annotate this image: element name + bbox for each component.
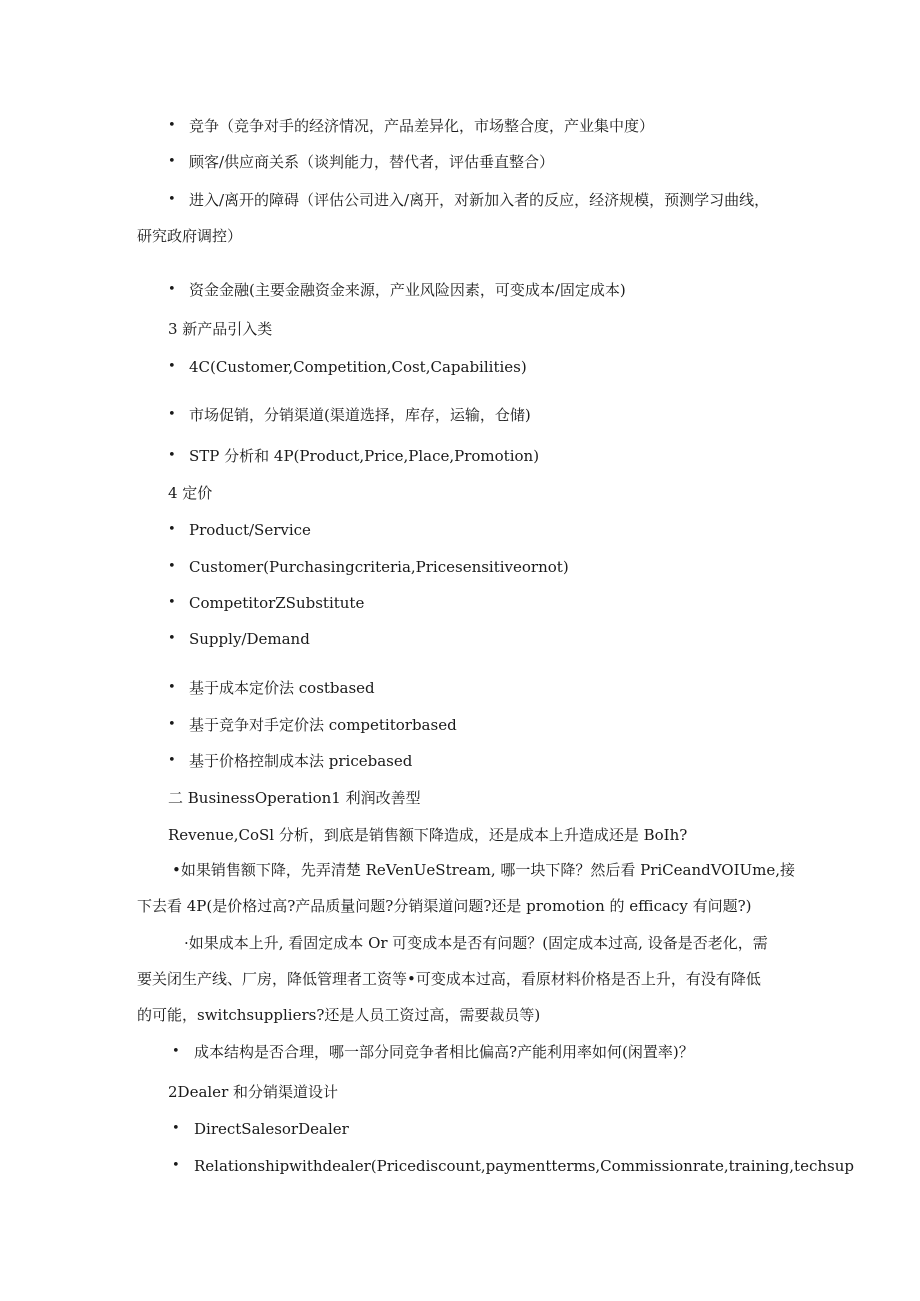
list-item-continuation: 研究政府调控） <box>137 227 243 245</box>
list-item: Relationshipwithdealer(Pricediscount,paymentterms,Commissionrate,training,techsup <box>194 1157 854 1175</box>
list-item: 顾客/供应商关系（谈判能力，替代者，评估垂直整合） <box>189 153 555 171</box>
bullet-icon: • <box>168 192 176 207</box>
section-heading: 3 新产品引入类 <box>168 320 273 338</box>
list-item: 市场促销，分销渠道(渠道选择，库存，运输，仓储) <box>189 406 531 424</box>
list-item: Product/Service <box>189 521 311 539</box>
list-item: Supply/Demand <box>189 630 310 648</box>
bullet-icon: • <box>168 680 176 695</box>
paragraph: •如果销售额下降，先弄清楚 ReVenUeStream, 哪一块下降？然后看 PriCeandVOIUme,接 <box>172 861 796 879</box>
bullet-icon: • <box>168 559 176 574</box>
list-item: 成本结构是否合理，哪一部分同竞争者相比偏高?产能利用率如何(闲置率)？ <box>194 1043 694 1061</box>
paragraph: ·如果成本上升, 看固定成本 Or 可变成本是否有问题？(固定成本过高, 设备是否老化，需 <box>184 934 768 952</box>
bullet-icon: • <box>168 717 176 732</box>
paragraph-continuation: 的可能，switchsuppliers?还是人员工资过高，需要裁员等) <box>137 1006 541 1024</box>
bullet-icon: • <box>172 1121 180 1136</box>
list-item: 资金金融(主要金融资金来源，产业风险因素，可变成本/固定成本) <box>189 281 626 299</box>
bullet-icon: • <box>168 359 176 374</box>
list-item: 基于价格控制成本法 pricebased <box>189 752 413 770</box>
bullet-icon: • <box>168 448 176 463</box>
list-item: STP 分析和 4P(Product,Price,Place,Promotion) <box>189 447 540 465</box>
bullet-icon: • <box>168 595 176 610</box>
paragraph-continuation: 下去看 4P(是价格过高?产品质量问题?分销渠道问题?还是 promotion 的 efficacy 有问题?) <box>137 897 752 915</box>
section-heading: 二 BusinessOperation1 利润改善型 <box>168 789 421 807</box>
section-heading: 4 定价 <box>168 484 213 502</box>
bullet-icon: • <box>168 631 176 646</box>
bullet-icon: • <box>168 118 176 133</box>
list-item: 基于竞争对手定价法 competitorbased <box>189 716 457 734</box>
list-item: 竞争（竞争对手的经济情况，产品差异化，市场整合度，产业集中度） <box>189 117 655 135</box>
list-item: 进入/离开的障碍（评估公司进入/离开，对新加入者的反应，经济规模，预测学习曲线， <box>189 191 770 209</box>
bullet-icon: • <box>172 1044 180 1059</box>
bullet-icon: • <box>172 1158 180 1173</box>
list-item: 基于成本定价法 costbased <box>189 679 375 697</box>
paragraph-continuation: 要关闭生产线、厂房，降低管理者工资等•可变成本过高，看原材料价格是否上升，有没有降低 <box>137 970 761 988</box>
list-item: DirectSalesorDealer <box>194 1120 349 1138</box>
bullet-icon: • <box>168 407 176 422</box>
paragraph: Revenue,CoSl 分析，到底是销售额下降造成，还是成本上升造成还是 BoIh? <box>168 826 688 844</box>
bullet-icon: • <box>168 753 176 768</box>
list-item: Customer(Purchasingcriteria,Pricesensitiveornot) <box>189 558 569 576</box>
list-item: 4C(Customer,Competition,Cost,Capabilities) <box>189 358 527 376</box>
list-item: CompetitorZSubstitute <box>189 594 365 612</box>
bullet-icon: • <box>168 282 176 297</box>
bullet-icon: • <box>168 154 176 169</box>
section-heading: 2Dealer 和分销渠道设计 <box>168 1083 339 1101</box>
bullet-icon: • <box>168 522 176 537</box>
